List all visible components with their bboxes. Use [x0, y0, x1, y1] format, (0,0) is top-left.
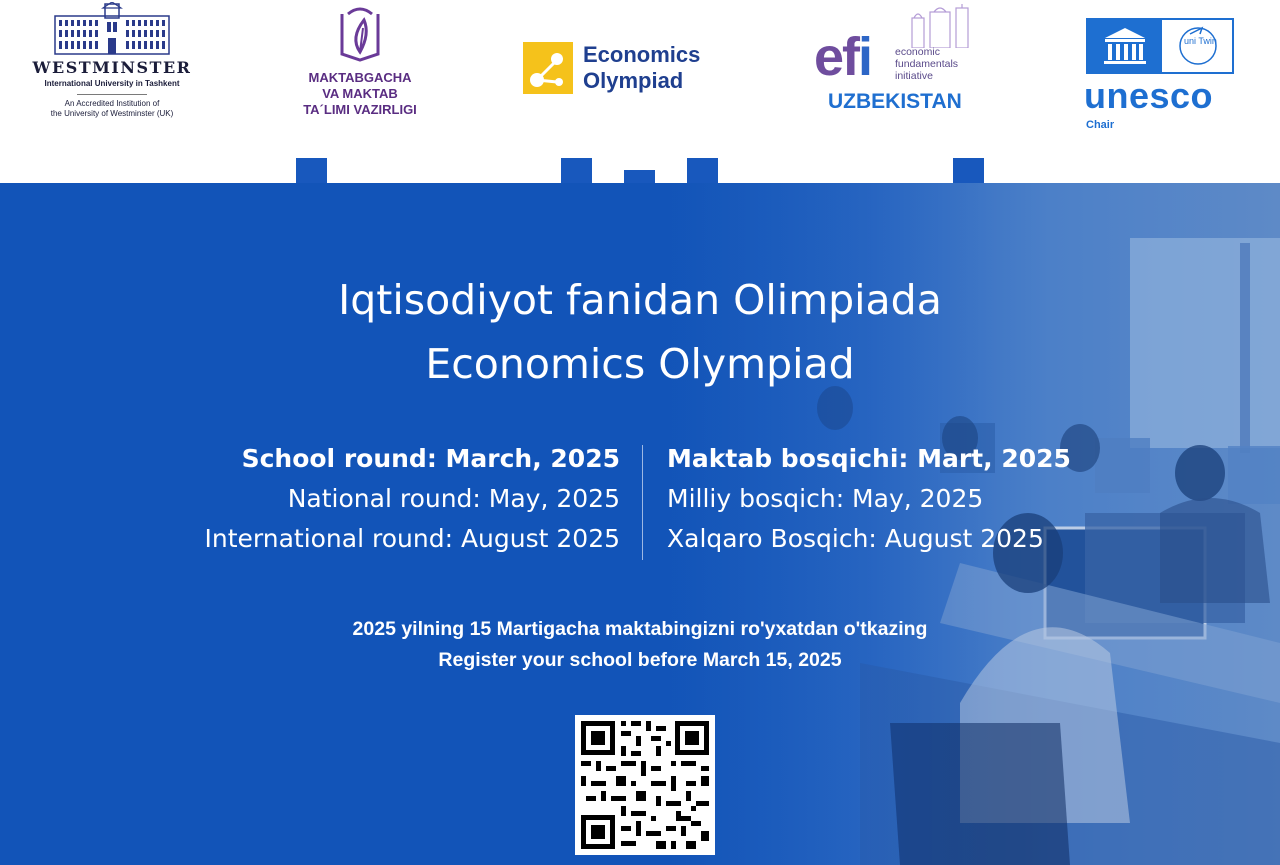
- ministry-name: [280, 70, 440, 118]
- round-international-uz: Xalqaro Bosqich: August 2025: [667, 524, 1044, 553]
- efi-small-1: economic: [895, 46, 940, 58]
- efi-logo: [812, 4, 992, 124]
- unitwin-globe-icon: [1162, 20, 1232, 72]
- round-national-uz: Milliy bosqich: May, 2025: [667, 484, 984, 513]
- rounds-uzbek: [667, 439, 1071, 559]
- title-english: Economics Olympiad: [425, 340, 855, 388]
- registration-qr-code[interactable]: [575, 715, 715, 855]
- westminster-accredited-1: An Accredited Institution of: [64, 99, 160, 108]
- unesco-emblem-box: [1086, 18, 1234, 74]
- unesco-chair-label: Chair: [1086, 119, 1115, 131]
- ministry-line-3: TA´LIMI VAZIRLIGI: [303, 102, 417, 117]
- registration-note-en: Register your school before March 15, 2025: [438, 649, 842, 671]
- decorative-notch: [687, 158, 718, 183]
- efi-ef: ef: [814, 27, 859, 87]
- westminster-logo: [22, 0, 202, 140]
- university-building-icon: [53, 2, 171, 56]
- unesco-temple-panel: [1088, 20, 1162, 72]
- efi-small-2: fundamentals: [895, 58, 959, 70]
- round-international-en: International round: August 2025: [204, 524, 620, 553]
- westminster-subtitle: International University in Tashkent: [44, 79, 180, 88]
- ministry-line-1: MAKTABGACHA: [308, 70, 412, 85]
- rounds-divider: [642, 445, 643, 560]
- unitwin-label: uni Twin: [1184, 36, 1217, 46]
- decorative-notch: [953, 158, 984, 183]
- decorative-notch: [561, 158, 592, 183]
- unesco-wordmark: unesco: [1084, 75, 1214, 116]
- economics-olympiad-wordmark: [583, 42, 700, 94]
- efi-small-3: initiative: [895, 70, 933, 82]
- efi-i: i: [858, 27, 872, 87]
- poster-main: [0, 183, 1280, 865]
- eo-line-2: Olympiad: [583, 68, 684, 93]
- rounds-english: [204, 439, 620, 559]
- temple-icon: [1088, 20, 1162, 72]
- molecule-square-icon: [523, 42, 573, 94]
- round-school-en: School round: March, 2025: [241, 444, 620, 473]
- eo-line-1: Economics: [583, 42, 701, 67]
- skyline-icon: [904, 4, 974, 48]
- unitwin-panel: [1162, 20, 1232, 72]
- westminster-name: WESTMINSTER: [32, 58, 192, 77]
- round-school-uz: Maktab bosqichi: Mart, 2025: [667, 444, 1071, 473]
- unesco-logo: [1086, 18, 1246, 138]
- ministry-logo: [280, 4, 440, 134]
- efi-tagline: [895, 46, 958, 82]
- logo-header: [0, 0, 1280, 183]
- efi-country: UZBEKISTAN: [828, 90, 962, 113]
- round-national-en: National round: May, 2025: [287, 484, 620, 513]
- decorative-notch: [296, 158, 327, 183]
- book-leaf-icon: [336, 4, 384, 62]
- qr-code-icon: [575, 715, 715, 855]
- ministry-line-2: VA MAKTAB: [322, 86, 398, 101]
- efi-wordmark: [814, 28, 871, 86]
- westminster-accredited-2: the University of Westminster (UK): [50, 109, 174, 118]
- economics-olympiad-logo: [520, 40, 730, 100]
- registration-note-uz: 2025 yilning 15 Martigacha maktabingizni ro'yxatdan o'tkazing: [352, 618, 928, 640]
- divider: [77, 94, 147, 95]
- title-uzbek: Iqtisodiyot fanidan Olimpiada: [338, 276, 942, 324]
